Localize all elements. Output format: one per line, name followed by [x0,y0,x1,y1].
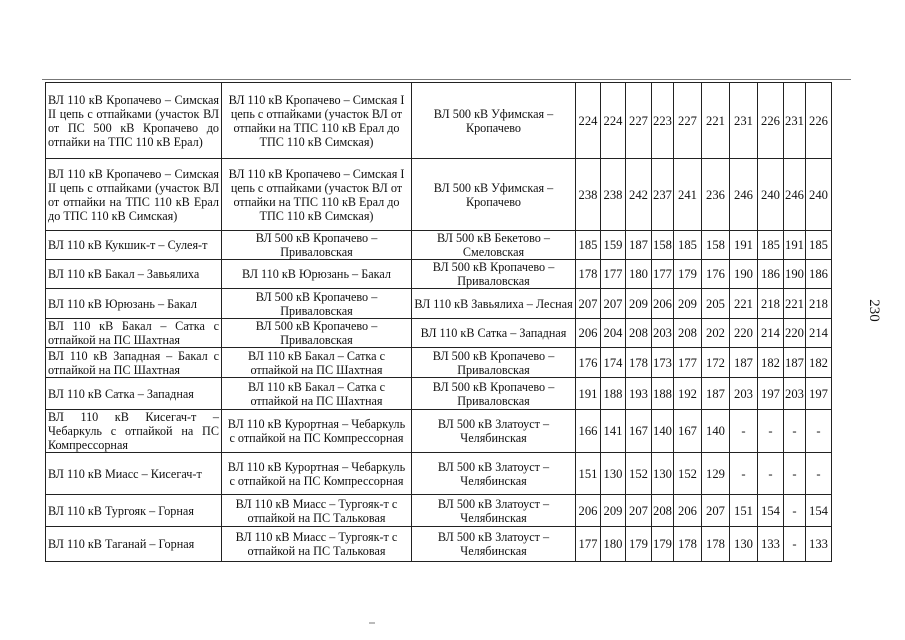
value-cell: 133 [806,527,832,562]
value-cell: - [806,410,832,453]
value-cell: 208 [626,319,652,348]
value-cell: 197 [806,378,832,410]
value-cell: 141 [601,410,626,453]
outage-2-cell: ВЛ 110 кВ Завьялиха – Лесная [412,289,576,319]
value-cell: 192 [674,378,702,410]
outage-1-cell: ВЛ 110 кВ Кропачево – Симская I цепь с отпайками (участок ВЛ от отпайки на ТПС 110 кВ Ерал до ТПС 110 кВ Симская) [222,159,412,231]
table-row [46,319,832,348]
outage-1-cell: ВЛ 110 кВ Миасс – Тургояк-т с отпайкой на ПС Тальковая [222,527,412,562]
outage-1-cell: ВЛ 500 кВ Кропачево – Приваловская [222,231,412,260]
outage-2-cell: ВЛ 500 кВ Златоуст – Челябинская [412,495,576,527]
value-cell: 203 [784,378,806,410]
value-cell: 209 [626,289,652,319]
value-cell: 221 [730,289,758,319]
value-cell: 178 [576,260,601,289]
value-cell: 238 [576,159,601,231]
value-cell: - [730,410,758,453]
value-cell: 185 [576,231,601,260]
value-cell: 130 [652,453,674,495]
value-cell: 151 [576,453,601,495]
value-cell: 193 [626,378,652,410]
value-cell: 177 [652,260,674,289]
outage-2-cell: ВЛ 500 кВ Кропачево – Приваловская [412,378,576,410]
line-name-cell: ВЛ 110 кВ Тургояк – Горная [46,495,222,527]
value-cell: 187 [626,231,652,260]
value-cell: - [758,453,784,495]
line-name-cell: ВЛ 110 кВ Юрюзань – Бакал [46,289,222,319]
table-row [46,348,832,378]
outage-1-cell: ВЛ 110 кВ Курортная – Чебаркуль с отпайкой на ПС Компрессорная [222,453,412,495]
outage-2-cell: ВЛ 500 кВ Златоуст – Челябинская [412,527,576,562]
value-cell: 186 [806,260,832,289]
value-cell: 203 [730,378,758,410]
top-rule [42,79,851,80]
value-cell: 207 [626,495,652,527]
value-cell: 154 [806,495,832,527]
value-cell: 185 [758,231,784,260]
value-cell: 221 [784,289,806,319]
value-cell: 179 [674,260,702,289]
value-cell: 208 [674,319,702,348]
value-cell: 151 [730,495,758,527]
value-cell: 220 [784,319,806,348]
value-cell: - [784,410,806,453]
value-cell: 186 [758,260,784,289]
value-cell: 176 [702,260,730,289]
value-cell: 188 [652,378,674,410]
value-cell: 174 [601,348,626,378]
outage-1-cell: ВЛ 110 кВ Курортная – Чебаркуль с отпайкой на ПС Компрессорная [222,410,412,453]
value-cell: 242 [626,159,652,231]
value-cell: 187 [702,378,730,410]
value-cell: 188 [601,378,626,410]
outage-2-cell: ВЛ 500 кВ Златоуст – Челябинская [412,410,576,453]
table-row [46,260,832,289]
outage-1-cell: ВЛ 110 кВ Юрюзань – Бакал [222,260,412,289]
value-cell: - [758,410,784,453]
value-cell: - [784,453,806,495]
line-name-cell: ВЛ 110 кВ Сатка – Западная [46,378,222,410]
value-cell: - [806,453,832,495]
table-row [46,410,832,453]
value-cell: 173 [652,348,674,378]
value-cell: 158 [652,231,674,260]
value-cell: 179 [626,527,652,562]
page-number: 230 [865,299,882,322]
value-cell: 246 [730,159,758,231]
value-cell: 180 [626,260,652,289]
value-cell: 206 [652,289,674,319]
contingency-table [45,82,832,562]
value-cell: 209 [674,289,702,319]
value-cell: 129 [702,453,730,495]
value-cell: 208 [652,495,674,527]
value-cell: 221 [702,83,730,159]
value-cell: 191 [576,378,601,410]
value-cell: 203 [652,319,674,348]
table-row [46,159,832,231]
value-cell: 214 [806,319,832,348]
value-cell: 218 [806,289,832,319]
value-cell: 187 [784,348,806,378]
value-cell: 178 [674,527,702,562]
value-cell: 167 [626,410,652,453]
value-cell: 220 [730,319,758,348]
value-cell: 158 [702,231,730,260]
value-cell: 179 [652,527,674,562]
value-cell: 206 [674,495,702,527]
outage-1-cell: ВЛ 110 кВ Миасс – Тургояк-т с отпайкой на ПС Тальковая [222,495,412,527]
value-cell: 190 [784,260,806,289]
value-cell: 205 [702,289,730,319]
value-cell: 167 [674,410,702,453]
value-cell: 178 [702,527,730,562]
document-page [45,82,832,562]
outage-1-cell: ВЛ 500 кВ Кропачево – Приваловская [222,319,412,348]
value-cell: 190 [730,260,758,289]
outage-2-cell: ВЛ 500 кВ Бекетово – Смеловская [412,231,576,260]
value-cell: - [730,453,758,495]
table-row [46,527,832,562]
value-cell: 207 [601,289,626,319]
value-cell: 227 [674,83,702,159]
outage-2-cell: ВЛ 500 кВ Кропачево – Приваловская [412,348,576,378]
value-cell: 187 [730,348,758,378]
scan-speck [369,622,375,624]
value-cell: 223 [652,83,674,159]
value-cell: 240 [758,159,784,231]
value-cell: 152 [674,453,702,495]
value-cell: 130 [730,527,758,562]
table-row [46,83,832,159]
table-row [46,495,832,527]
value-cell: 226 [758,83,784,159]
value-cell: 202 [702,319,730,348]
outage-2-cell: ВЛ 500 кВ Кропачево – Приваловская [412,260,576,289]
value-cell: 224 [576,83,601,159]
value-cell: 204 [601,319,626,348]
value-cell: 237 [652,159,674,231]
value-cell: 206 [576,495,601,527]
value-cell: 182 [758,348,784,378]
value-cell: 214 [758,319,784,348]
outage-2-cell: ВЛ 500 кВ Уфимская – Кропачево [412,159,576,231]
outage-1-cell: ВЛ 500 кВ Кропачево – Приваловская [222,289,412,319]
line-name-cell: ВЛ 110 кВ Кукшик-т – Сулея-т [46,231,222,260]
value-cell: 177 [674,348,702,378]
outage-1-cell: ВЛ 110 кВ Бакал – Сатка с отпайкой на ПС Шахтная [222,378,412,410]
value-cell: 240 [806,159,832,231]
value-cell: 172 [702,348,730,378]
line-name-cell: ВЛ 110 кВ Миасс – Кисегач-т [46,453,222,495]
value-cell: 224 [601,83,626,159]
value-cell: 246 [784,159,806,231]
value-cell: 140 [652,410,674,453]
value-cell: 177 [601,260,626,289]
value-cell: 178 [626,348,652,378]
value-cell: 176 [576,348,601,378]
value-cell: 238 [601,159,626,231]
value-cell: 140 [702,410,730,453]
value-cell: 185 [806,231,832,260]
value-cell: 166 [576,410,601,453]
value-cell: 191 [784,231,806,260]
line-name-cell: ВЛ 110 кВ Бакал – Сатка с отпайкой на ПС Шахтная [46,319,222,348]
outage-1-cell: ВЛ 110 кВ Кропачево – Симская I цепь с отпайками (участок ВЛ от отпайки на ТПС 110 кВ Ерал до ТПС 110 кВ Симская) [222,83,412,159]
value-cell: - [784,495,806,527]
value-cell: 191 [730,231,758,260]
value-cell: 182 [806,348,832,378]
value-cell: 177 [576,527,601,562]
value-cell: - [784,527,806,562]
value-cell: 130 [601,453,626,495]
table-row [46,378,832,410]
value-cell: 207 [576,289,601,319]
value-cell: 159 [601,231,626,260]
value-cell: 231 [730,83,758,159]
value-cell: 231 [784,83,806,159]
line-name-cell: ВЛ 110 кВ Кисегач-т – Чебаркуль с отпайкой на ПС Компрессорная [46,410,222,453]
value-cell: 226 [806,83,832,159]
table-row [46,289,832,319]
value-cell: 154 [758,495,784,527]
value-cell: 206 [576,319,601,348]
value-cell: 133 [758,527,784,562]
table-row [46,453,832,495]
value-cell: 185 [674,231,702,260]
table-row [46,231,832,260]
line-name-cell: ВЛ 110 кВ Кропачево – Симская II цепь с отпайками (участок ВЛ от отпайки на ТПС 110 кВ Ерал до ТПС 110 кВ Симская) [46,159,222,231]
outage-2-cell: ВЛ 500 кВ Златоуст – Челябинская [412,453,576,495]
value-cell: 180 [601,527,626,562]
value-cell: 207 [702,495,730,527]
value-cell: 241 [674,159,702,231]
outage-1-cell: ВЛ 110 кВ Бакал – Сатка с отпайкой на ПС Шахтная [222,348,412,378]
value-cell: 227 [626,83,652,159]
value-cell: 197 [758,378,784,410]
value-cell: 236 [702,159,730,231]
value-cell: 209 [601,495,626,527]
value-cell: 218 [758,289,784,319]
outage-2-cell: ВЛ 500 кВ Уфимская – Кропачево [412,83,576,159]
line-name-cell: ВЛ 110 кВ Таганай – Горная [46,527,222,562]
line-name-cell: ВЛ 110 кВ Кропачево – Симская II цепь с отпайками (участок ВЛ от ПС 500 кВ Кропачево до отпайки на ТПС 110 кВ Ерал) [46,83,222,159]
outage-2-cell: ВЛ 110 кВ Сатка – Западная [412,319,576,348]
value-cell: 152 [626,453,652,495]
line-name-cell: ВЛ 110 кВ Западная – Бакал с отпайкой на ПС Шахтная [46,348,222,378]
line-name-cell: ВЛ 110 кВ Бакал – Завьялиха [46,260,222,289]
